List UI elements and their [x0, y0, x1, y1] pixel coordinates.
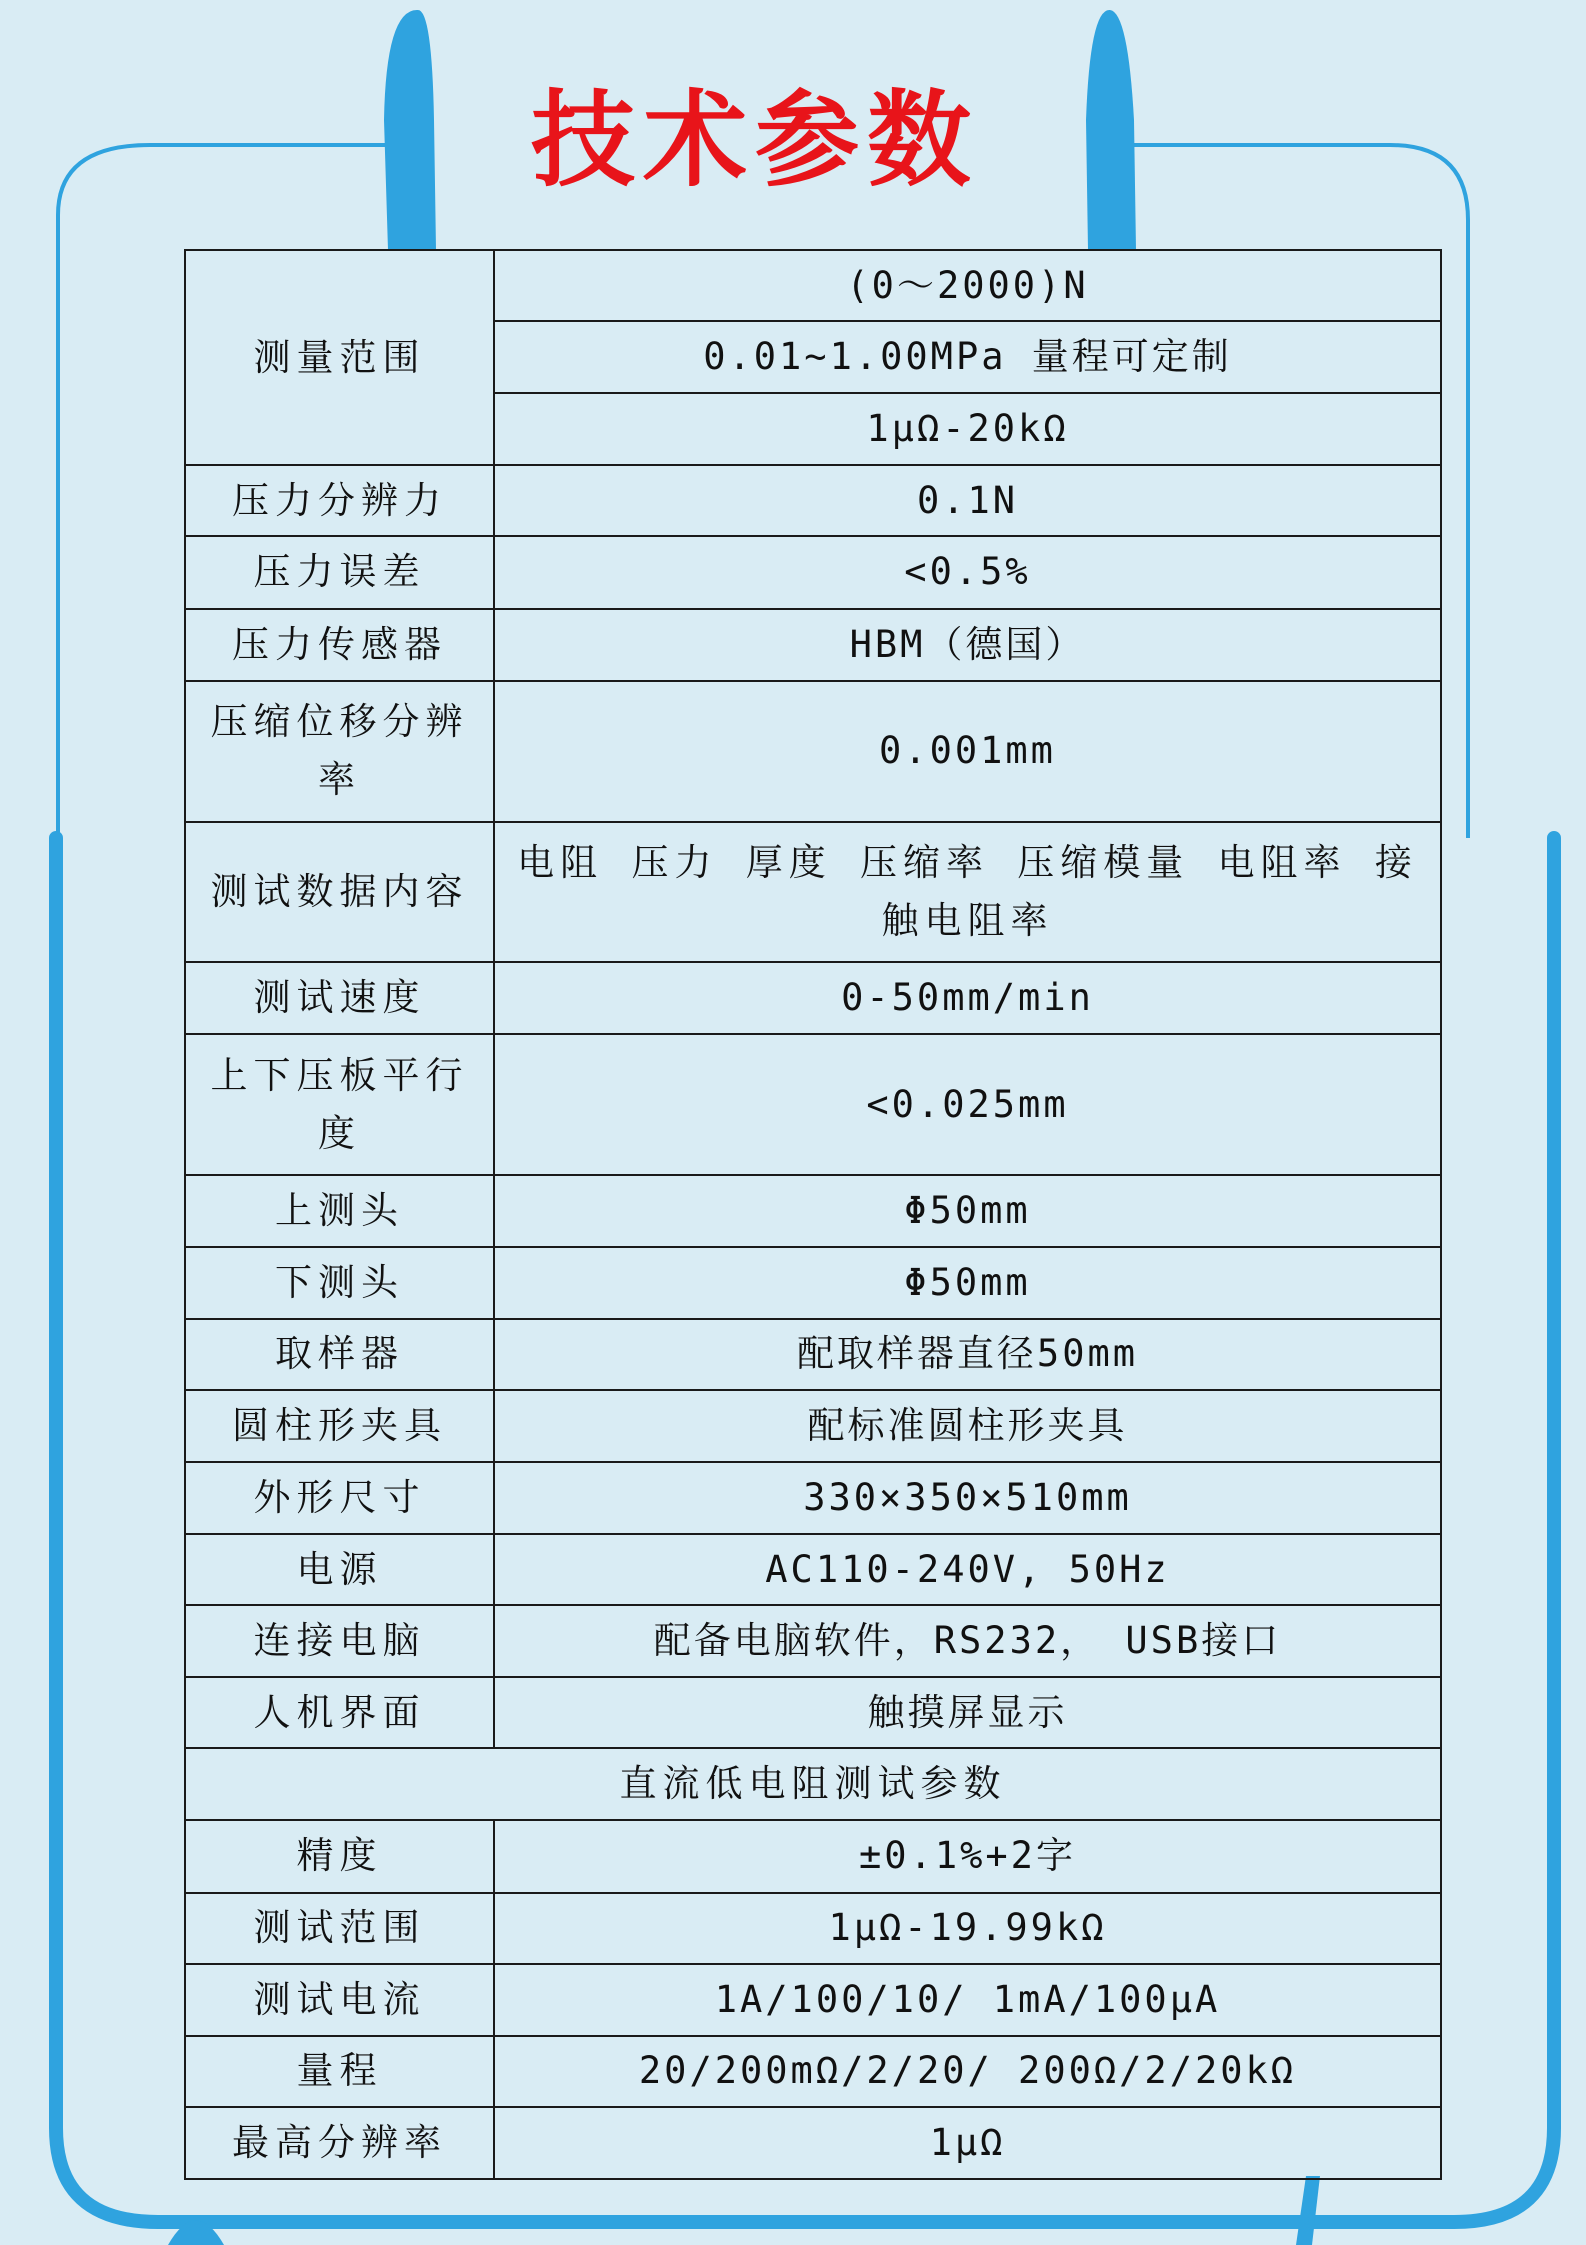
row-label: 压力误差 [185, 536, 494, 608]
row-label: 上下压板平行度 [185, 1034, 494, 1175]
row-value: 20/200mΩ/2/20/ 200Ω/2/20kΩ [494, 2036, 1441, 2107]
table-row [185, 465, 1441, 536]
row-label: 连接电脑 [185, 1605, 494, 1677]
row-value: 0.001mm [494, 681, 1441, 822]
table-row [185, 1605, 1441, 1677]
row-value: 触摸屏显示 [494, 1677, 1441, 1748]
table-row [185, 2107, 1441, 2179]
row-label: 测量范围 [185, 250, 494, 465]
table-row [185, 1534, 1441, 1605]
row-value: <0.025mm [494, 1034, 1441, 1175]
row-label: 测试范围 [185, 1893, 494, 1964]
bottom-right-accent [1296, 2176, 1320, 2245]
row-label: 压力传感器 [185, 609, 494, 681]
row-value: 0-50mm/min [494, 962, 1441, 1034]
row-label: 圆柱形夹具 [185, 1390, 494, 1462]
row-value: 1A/100/10/ 1mA/100μA [494, 1964, 1441, 2036]
parameter-table [184, 249, 1442, 2180]
row-value: 1μΩ-20kΩ [494, 393, 1441, 465]
table-row [185, 1034, 1441, 1175]
row-value: 1μΩ-19.99kΩ [494, 1893, 1441, 1964]
row-label: 电源 [185, 1534, 494, 1605]
row-value: 330×350×510mm [494, 1462, 1441, 1534]
table-row [185, 1677, 1441, 1748]
row-label: 压力分辨力 [185, 465, 494, 536]
row-value: 电阻 压力 厚度 压缩率 压缩模量 电阻率 接触电阻率 [494, 822, 1441, 962]
row-label: 精度 [185, 1820, 494, 1892]
row-value: 配取样器直径50mm [494, 1319, 1441, 1390]
section-title: 直流低电阻测试参数 [185, 1748, 1441, 1820]
row-label: 量程 [185, 2036, 494, 2107]
row-value: Φ50mm [494, 1175, 1441, 1246]
table-row [185, 1462, 1441, 1534]
row-label: 测试数据内容 [185, 822, 494, 962]
row-label: 外形尺寸 [185, 1462, 494, 1534]
row-value: (0～2000)N [494, 250, 1441, 321]
table-row [185, 1390, 1441, 1462]
table-row [185, 1893, 1441, 1964]
row-value: 0.1N [494, 465, 1441, 536]
row-label: 上测头 [185, 1175, 494, 1246]
table-row [185, 1175, 1441, 1246]
table-row [185, 822, 1441, 962]
table-row [185, 2036, 1441, 2107]
row-label: 最高分辨率 [185, 2107, 494, 2179]
table-row [185, 1247, 1441, 1319]
row-value: ±0.1%+2字 [494, 1820, 1441, 1892]
section-header-row [185, 1748, 1441, 1820]
row-value: 配标准圆柱形夹具 [494, 1390, 1441, 1462]
row-label: 下测头 [185, 1247, 494, 1319]
row-value: AC110-240V, 50Hz [494, 1534, 1441, 1605]
row-label: 压缩位移分辨率 [185, 681, 494, 822]
row-value: 0.01~1.00MPa 量程可定制 [494, 321, 1441, 393]
table-row [185, 250, 1441, 321]
table-row [185, 681, 1441, 822]
table-row [185, 536, 1441, 608]
page-title: 技术参数 [530, 78, 979, 201]
table-row [185, 1319, 1441, 1390]
row-value: HBM（德国） [494, 609, 1441, 681]
table-row [185, 1820, 1441, 1892]
row-label: 测试速度 [185, 962, 494, 1034]
row-label: 人机界面 [185, 1677, 494, 1748]
row-value: <0.5% [494, 536, 1441, 608]
table-row [185, 962, 1441, 1034]
table-row [185, 1964, 1441, 2036]
row-label: 测试电流 [185, 1964, 494, 2036]
table-row [185, 609, 1441, 681]
row-value: Φ50mm [494, 1247, 1441, 1319]
row-value: 1μΩ [494, 2107, 1441, 2179]
row-label: 取样器 [185, 1319, 494, 1390]
row-value: 配备电脑软件，RS232， USB接口 [494, 1605, 1441, 1677]
